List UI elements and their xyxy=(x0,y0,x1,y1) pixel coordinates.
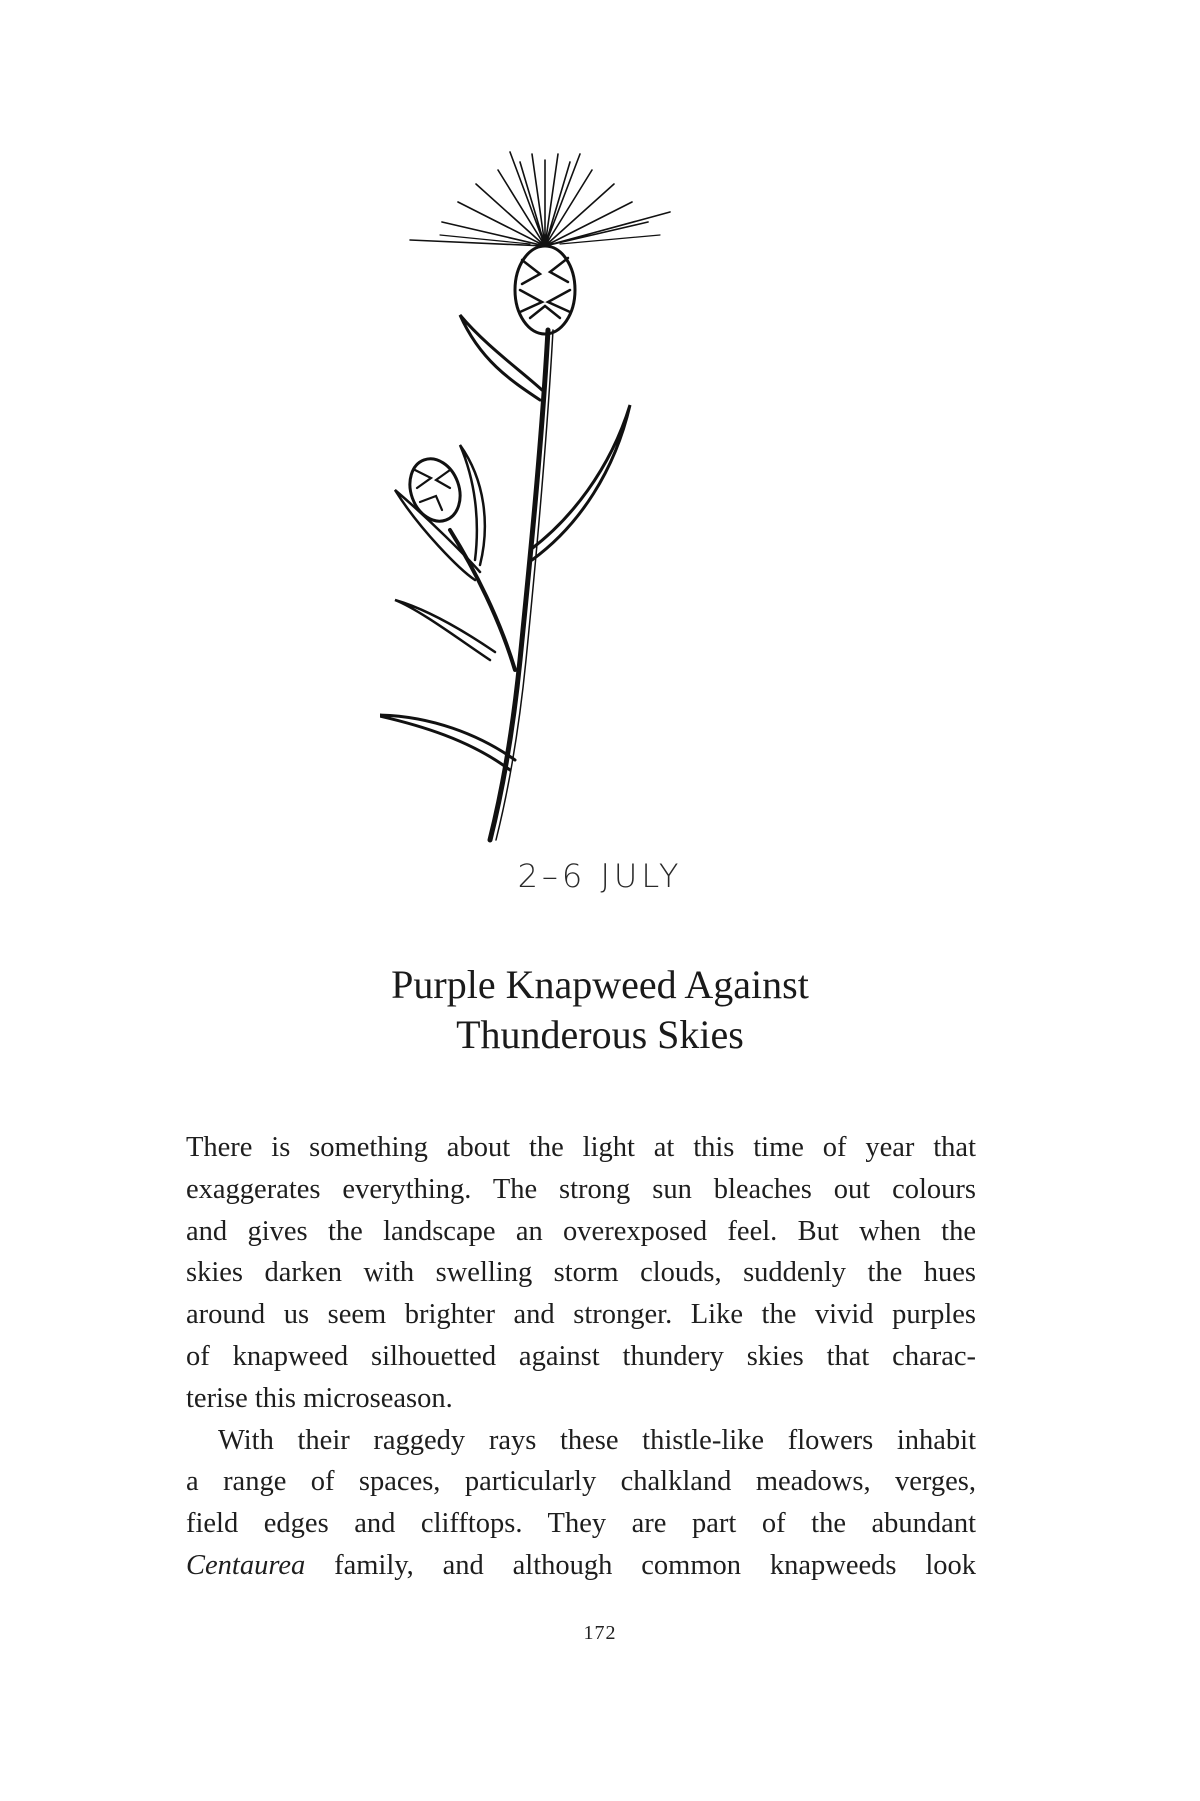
body-line-last xyxy=(186,1545,976,1587)
body-line: skies darken with swelling storm clouds, suddenly the hues xyxy=(186,1257,976,1289)
body-line: exaggerates everything. The strong sun bleaches out colours xyxy=(186,1173,976,1205)
knapweed-illustration xyxy=(380,140,820,845)
italic-genus-name: Centaurea xyxy=(186,1549,306,1581)
body-line-continuation: family, and although common knapweeds look xyxy=(334,1549,976,1581)
title-line-2: Thunderous Skies xyxy=(456,1012,744,1057)
body-line: There is something about the light at this time of year that xyxy=(186,1132,976,1163)
body-line: a range of spaces, particularly chalkland meadows, verges, xyxy=(186,1466,976,1498)
body-line: around us seem brighter and stronger. Like the vivid purples xyxy=(186,1299,976,1331)
page-number: 172 xyxy=(583,1622,617,1644)
date-heading: 2–6 JULY xyxy=(517,857,683,895)
body-line: and gives the landscape an overexposed feel. But when the xyxy=(186,1215,976,1247)
page-title xyxy=(0,960,1200,1060)
body-line: of knapweed silhouetted against thundery skies that charac- xyxy=(186,1340,976,1372)
title-line-1: Purple Knapweed Against xyxy=(391,962,809,1007)
body-line: With their raggedy rays these thistle-like flowers inhabit xyxy=(218,1424,976,1456)
body-text xyxy=(186,1127,976,1587)
body-line: terise this microseason. xyxy=(186,1382,453,1414)
body-line: field edges and clifftops. They are part of the abundant xyxy=(186,1508,976,1540)
